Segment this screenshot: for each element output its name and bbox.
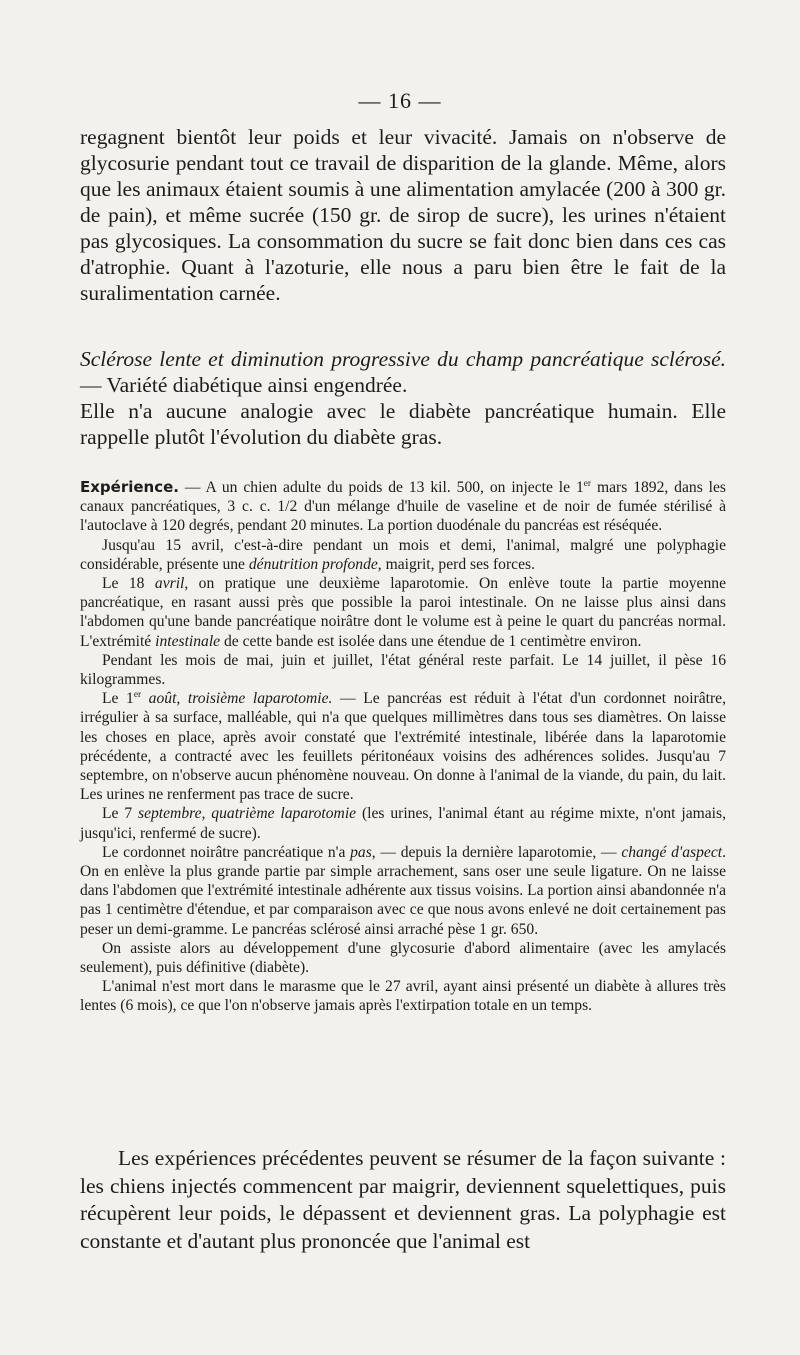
experiment-paragraph-3 xyxy=(80,574,726,651)
experiment-p1-rest: mars 1892, dans les canaux pancréatiques, 3 c. c. 1/2 d'un mélange d'huile de vaseline et de noir de fumée stérilisé à l'autoclave à 120 degrés, pendant 20 minutes. La portion duodénale du pancréas est réséquée. xyxy=(80,479,726,535)
experiment-p7-text: Le cordonnet noirâtre pancréatique n'a xyxy=(102,843,351,861)
experiment-p3-text: Le 18 xyxy=(102,575,155,593)
experiment-paragraph-5 xyxy=(80,689,726,804)
section-text: Elle n'a aucune analogie avec le diabète pancréatique humain. Elle rappelle plutôt l'évolution du diabète gras. xyxy=(80,399,726,449)
experiment-p5-text: Le 1 xyxy=(102,690,134,708)
summary-section xyxy=(80,1145,726,1255)
experiment-p6-rest: (les urines, l'animal étant au régime mixte, n'ont jamais, jusqu'ici, renfermé de sucre). xyxy=(80,805,726,842)
section-subheading: — Variété diabétique ainsi engendrée. xyxy=(80,373,408,397)
experiment-p5-rest: — Le pancréas est réduit à l'état d'un cordonnet noirâtre, irrégulier à sa surface, malléable, qui n'a que quelques millimètres dans tous ses diamètres. On laisse les choses en place, après avoir constaté que l'extrémité intestinale, libérée dans la laparotomie précédente, a contracté avec les feuillets péritonéaux voisins des adhérences solides. Jusqu'au 7 septembre, on n'observe aucun phénomène nouveau. On donne à l'animal de la viande, du pain, du lait. Les urines ne renferment pas trace de sucre. xyxy=(80,690,726,804)
section-heading: Sclérose lente et diminution progressive du champ pancréatique sclérosé. xyxy=(80,347,726,371)
experiment-p3-rest: de cette bande est isolée dans une étendue de 1 centimètre environ. xyxy=(220,632,642,650)
experiment-p2-emphasis: dénutrition profonde xyxy=(248,555,378,573)
experiment-p7-rest: . On en enlève la plus grande partie par simple arrachement, sans oser une seule ligature. On ne laisse dans l'abdomen que l'extrémité intestinale adhérente aux tissus voisins. La portion ainsi abandonnée n'a pas 1 centimètre d'étendue, et par comparaison avec ce que nous avons enlevé ne doit certainement pas peser un demi-gramme. Le pancréas sclérosé ainsi arraché pèse 1 gr. 650. xyxy=(80,843,726,938)
experiment-p2-rest: , maigrit, perd ses forces. xyxy=(377,555,535,573)
experiment-paragraph-4: Pendant les mois de mai, juin et juillet, l'état général reste parfait. Le 14 juillet, il pèse 16 kilogrammes. xyxy=(80,651,726,689)
experiment-block xyxy=(80,478,726,1016)
page-number: — 16 — xyxy=(358,88,442,113)
experiment-p7-middle: , — depuis la dernière laparotomie, — xyxy=(371,843,622,861)
experiment-p3-emphasis: avril xyxy=(154,575,185,593)
intro-section xyxy=(80,124,726,306)
summary-paragraph: Les expériences précédentes peuvent se résumer de la façon suivante : les chiens injectés commencent par maigrir, deviennent squelettiques, puis récupèrent leur poids, le dépassent et deviennent gras. La polyphagie est constante et d'autant plus prononcée que l'animal est xyxy=(80,1146,726,1253)
intro-paragraph: regagnent bientôt leur poids et leur vivacité. Jamais on n'observe de glycosurie pendant tout ce travail de disparition de la glande. Même, alors que les animaux étaient soumis à une alimentation amylacée (200 à 300 gr. de pain), et même sucrée (150 gr. de sirop de sucre), les urines n'étaient pas glycosiques. La consommation du sucre se fait donc bien dans ces cas d'atrophie. Quant à l'azoturie, elle nous a paru bien être le fait de la suralimentation carnée. xyxy=(80,125,726,305)
experiment-p6-text: Le 7 xyxy=(102,805,139,823)
experiment-p7-emphasis-2: changé d'aspect xyxy=(621,843,723,861)
experiment-p2-text: Jusqu'au 15 avril, c'est-à-dire pendant un mois et demi, l'animal, malgré une polyphagie considérable, présente une xyxy=(80,536,726,573)
experiment-paragraph-1 xyxy=(80,478,726,536)
experiment-lead: Expérience. xyxy=(80,478,179,496)
experiment-paragraph-9: L'animal n'est mort dans le marasme que le 27 avril, ayant ainsi présenté un diabète à allures très lentes (6 mois), ce que l'on n'observe jamais après l'extirpation totale en un temps. xyxy=(80,978,726,1015)
experiment-p7-emphasis: pas xyxy=(350,843,372,861)
section-block xyxy=(80,346,726,450)
experiment-p5-emphasis: août, troisième laparotomie. xyxy=(141,690,333,708)
experiment-paragraph-7 xyxy=(80,843,726,939)
section-heading-line xyxy=(80,346,726,398)
ordinal-sup: er xyxy=(583,478,592,489)
experiment-p6-emphasis: septembre, quatrième laparotomie xyxy=(138,805,357,823)
experiment-paragraph-6 xyxy=(80,804,726,842)
experiment-p1-text: — A un chien adulte du poids de 13 kil. 500, on injecte le 1 xyxy=(179,479,584,496)
experiment-p3-middle: , on pratique une deuxième laparotomie. On enlève toute la partie moyenne pancréatique, en rasant aussi près que possible la paroi intestinale. On ne laisse plus ainsi dans l'abdomen qu'une bande pancréatique noirâtre dont le volume est à peine le quart du pancréas normal. L'extrémité xyxy=(80,575,726,650)
experiment-paragraph-8: On assiste alors au développement d'une glycosurie d'abord alimentaire (avec les amylacés seulement), puis définitive (diabète). xyxy=(80,939,726,977)
experiment-p3-emphasis-2: intestinale xyxy=(155,632,221,650)
ordinal-sup: er xyxy=(133,690,142,701)
experiment-paragraph-2 xyxy=(80,536,726,574)
